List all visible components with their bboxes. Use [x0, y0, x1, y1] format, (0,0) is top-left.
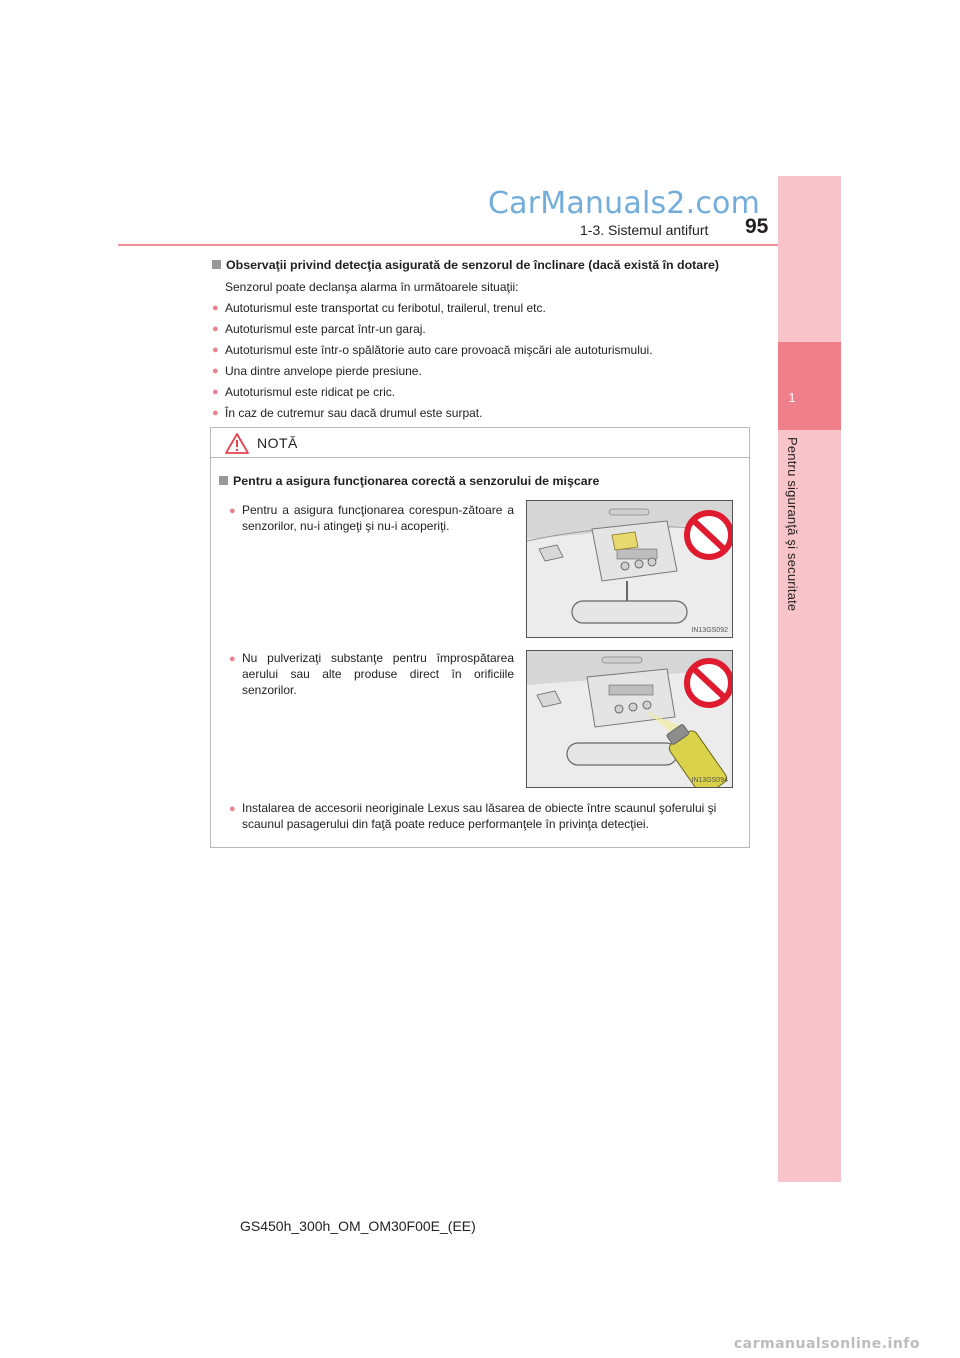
situation-list [212, 299, 752, 422]
bullet-dot-icon: ● [229, 803, 236, 815]
watermark-footer: carmanualsonline.info [733, 1336, 920, 1352]
sensor-illustration-spray [526, 650, 733, 788]
bullet-dot-icon: ● [212, 386, 219, 398]
list-item: ● Una dintre anvelope pierde presiune. [212, 364, 422, 378]
side-tab-active-section [778, 342, 841, 430]
bullet-dot-icon: ● [212, 302, 219, 314]
figure-code: IN13GS094 [691, 777, 728, 784]
bullet-dot-icon: ● [212, 407, 219, 419]
note-heading-text: Pentru a asigura funcţionarea corectă a senzorului de mişcare [233, 474, 600, 488]
page-number: 95 [745, 215, 769, 238]
bullet-dot-icon: ● [229, 505, 236, 517]
note-title: NOTĂ [257, 434, 298, 451]
main-content [212, 256, 752, 422]
watermark-logo: CarManuals2.com [488, 186, 761, 221]
note-box [210, 427, 750, 848]
sensor-illustration-touch [526, 500, 733, 638]
document-code: GS450h_300h_OM_OM30F00E_(EE) [240, 1218, 476, 1234]
figure-code: IN13GS092 [691, 627, 728, 634]
note-item: ● Nu pulverizaţi substanţe pentru împrospătarea aerului sau alte produse direct în orificiile senzorilor. [229, 651, 514, 697]
section-heading [212, 256, 752, 274]
note-heading [219, 472, 599, 490]
note-header [211, 428, 749, 458]
bullet-dot-icon: ● [229, 653, 236, 665]
bullet-dot-icon: ● [212, 344, 219, 356]
list-item: ● Autoturismul este într-o spălătorie auto care provoacă mişcări ale autoturismului. [212, 343, 653, 357]
section-intro: Senzorul poate declanşa alarma în următoarele situaţii: [225, 280, 519, 294]
warning-triangle-icon [225, 432, 249, 454]
bullet-dot-icon: ● [212, 323, 219, 335]
note-item: ● Instalarea de accesorii neoriginale Lexus sau lăsarea de obiecte între scaunul şoferului şi scaunul pasagerului din faţă poate reduce performanţele în privinţa detecţiei. [229, 801, 717, 831]
air-freshener-spray-illustration [527, 651, 733, 788]
list-item: ● În caz de cutremur sau dacă drumul este surpat. [212, 406, 483, 420]
note-item: ● Pentru a asigura funcţionarea corespun-zătoare a senzorilor, nu-i atingeţi şi nu-i acoperiţi. [229, 503, 514, 533]
side-tab [778, 176, 841, 1182]
side-tab-label: Pentru siguranţă şi securitate [785, 437, 800, 612]
overhead-console-illustration [527, 501, 733, 638]
square-bullet-icon [219, 476, 228, 485]
chapter-title: 1-3. Sistemul antifurt [580, 222, 709, 238]
side-tab-number: 1 [788, 390, 796, 405]
list-item: ● Autoturismul este parcat într-un garaj. [212, 322, 426, 336]
section-heading-text: Observaţii privind detecţia asigurată de senzorul de înclinare (dacă există în dotare) [226, 258, 720, 272]
list-item: ● Autoturismul este ridicat pe cric. [212, 385, 396, 399]
list-item: ● Autoturismul este transportat cu feribotul, trailerul, trenul etc. [212, 301, 546, 315]
bullet-dot-icon: ● [212, 365, 219, 377]
square-bullet-icon [212, 260, 221, 269]
header-divider [118, 244, 778, 246]
